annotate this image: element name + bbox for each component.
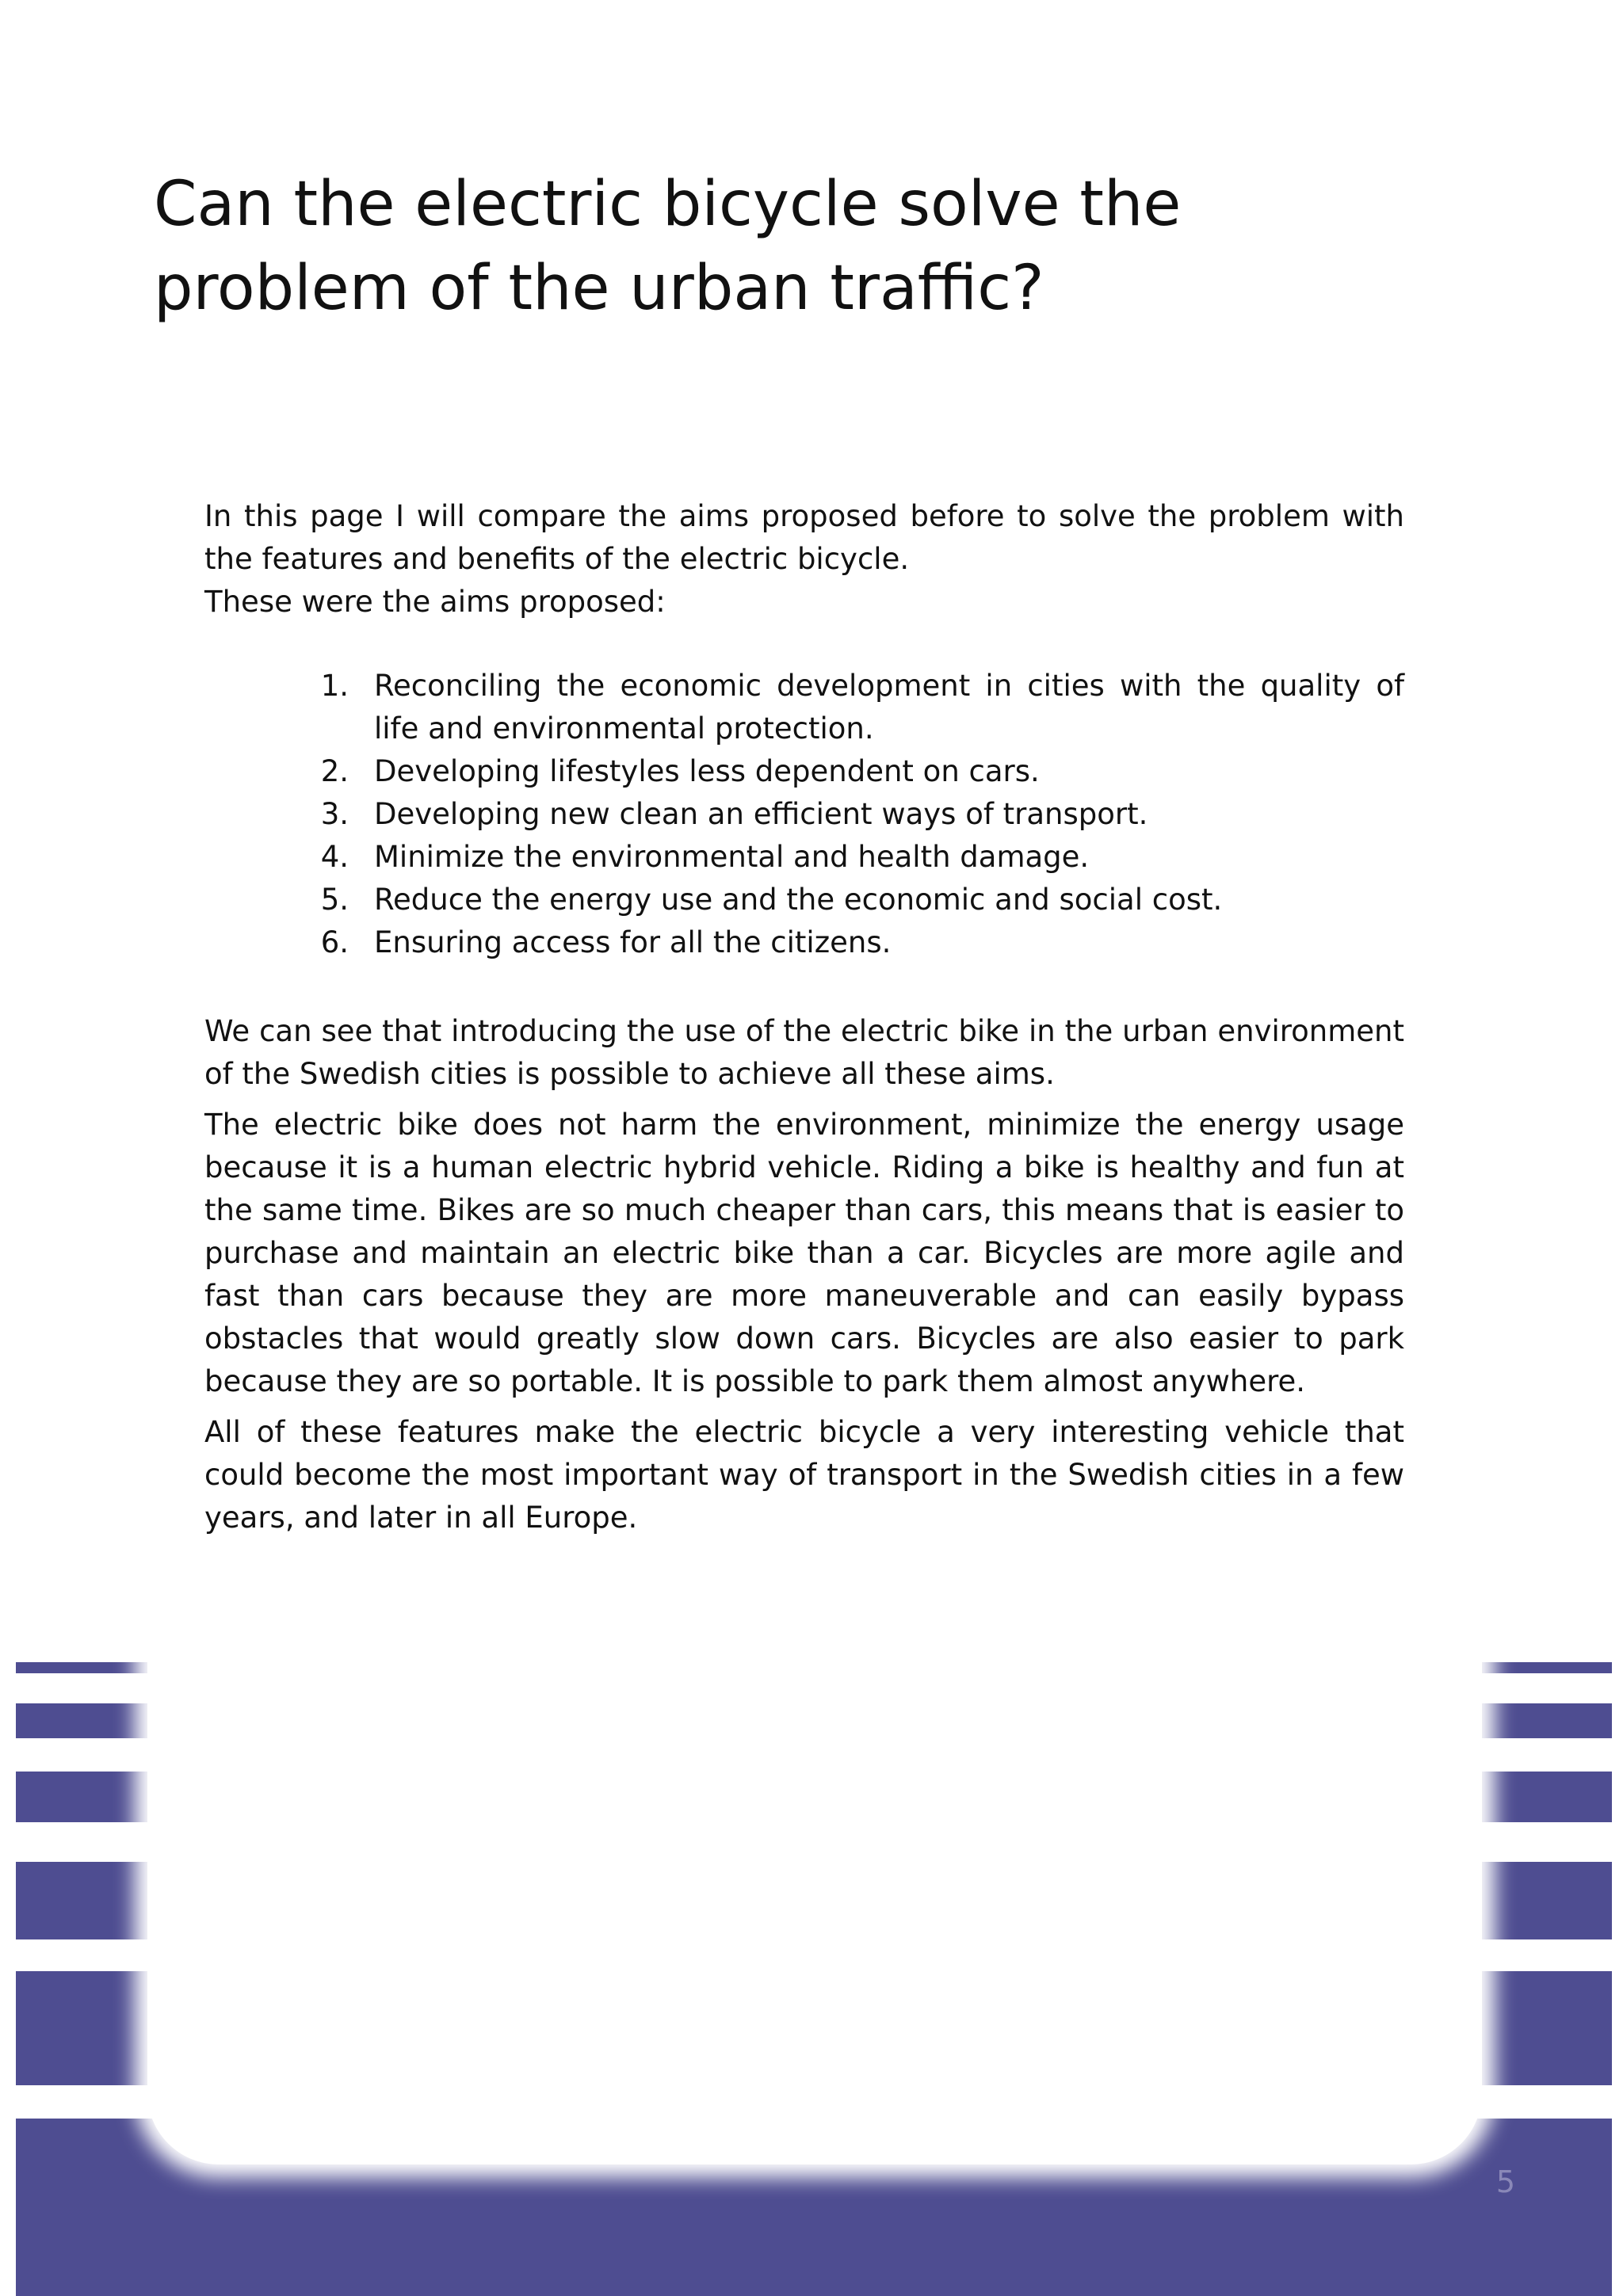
- list-item-text: Ensuring access for all the citizens.: [374, 925, 892, 959]
- list-item-text: Developing new clean an efficient ways of transport.: [374, 797, 1148, 831]
- list-item-number: 3.: [320, 797, 349, 831]
- list-item-text: Minimize the environmental and health damage.: [374, 840, 1090, 874]
- list-item: [293, 665, 1404, 750]
- body-content: [204, 495, 1404, 1539]
- list-item: [293, 879, 1404, 921]
- list-item-text: Reconciling the economic development in cities with the quality of life and environmental protection.: [374, 669, 1404, 746]
- list-item-number: 1.: [320, 669, 349, 703]
- page-title: Can the electric bicycle solve the problem of the urban traffic?: [154, 169, 1182, 324]
- body-paragraph: All of these features make the electric bicycle a very interesting vehicle that could become the most important way of transport in the Swedish cities in a few years, and later in all Europe.: [204, 1415, 1404, 1535]
- list-item: [293, 836, 1404, 879]
- list-item-text: Developing lifestyles less dependent on cars.: [374, 754, 1040, 788]
- list-item-number: 2.: [320, 754, 349, 788]
- list-item-number: 6.: [320, 925, 349, 959]
- list-item-number: 5.: [320, 883, 349, 917]
- intro-lead-in: These were the aims proposed:: [204, 585, 666, 619]
- list-item: [293, 750, 1404, 793]
- list-item-text: Reduce the energy use and the economic and social cost.: [374, 883, 1223, 917]
- body-paragraph: We can see that introducing the use of the electric bike in the urban environment of the Swedish cities is possible to achieve all these aims.: [204, 1014, 1404, 1091]
- list-item: [293, 793, 1404, 836]
- aims-list: [204, 665, 1404, 964]
- list-item: [293, 921, 1404, 964]
- intro-paragraph: In this page I will compare the aims proposed before to solve the problem with the features and benefits of the electric bicycle.: [204, 499, 1404, 576]
- page-number: 5: [1495, 2164, 1516, 2199]
- body-paragraph: The electric bike does not harm the environment, minimize the energy usage because it is a human electric hybrid vehicle. Riding a bike is healthy and fun at the same time. Bikes are so much cheaper than cars, this means that is easier to purchase and maintain an electric bike than a car. Bicycles are more agile and fast than cars because they are more maneuverable and can easily bypass obstacles that would greatly slow down cars. Bicycles are also easier to park because they are so portable. It is possible to park them almost anywhere.: [204, 1108, 1404, 1398]
- list-item-number: 4.: [320, 840, 349, 874]
